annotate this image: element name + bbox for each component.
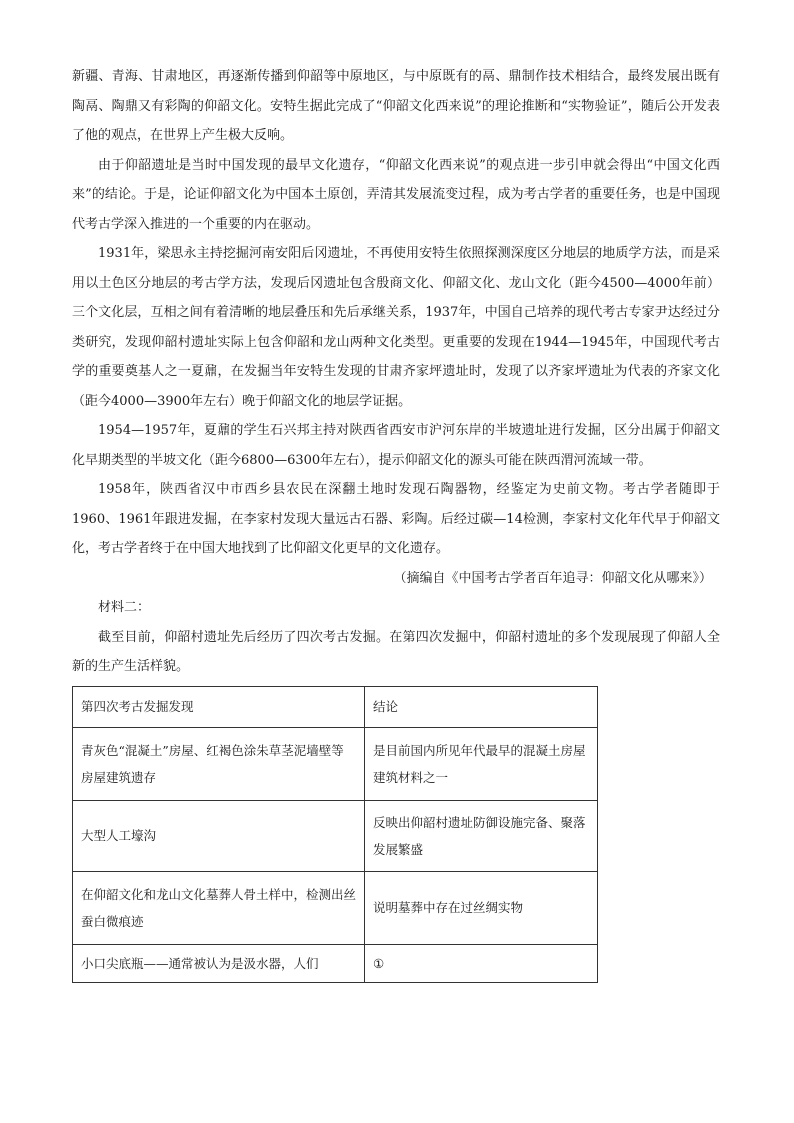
table-cell-finding: 大型人工壕沟 — [73, 800, 365, 871]
table-cell-finding: 小口尖底瓶——通常被认为是汲水器，人们 — [73, 944, 365, 982]
table-row — [73, 944, 598, 982]
table-cell-conclusion: 说明墓葬中存在过丝绸实物 — [365, 871, 598, 944]
findings-table — [72, 686, 598, 983]
table-cell-conclusion: ① — [365, 944, 598, 982]
source-citation: （摘编自《中国考古学者百年追寻：仰韶文化从哪来》） — [393, 570, 712, 586]
table-header-cell: 第四次考古发掘发现 — [73, 686, 365, 727]
table-row — [73, 871, 598, 944]
paragraph-1: 新疆、青海、甘肃地区，再逐渐传播到仰韶等中原地区，与中原既有的鬲、鼎制作技术相结合，最终发展出既有陶鬲、陶鼎又有彩陶的仰韶文化。安特生据此完成了“仰韶文化西来说”的理论推断和“实物验证”，随后公开发表了他的观点，在世界上产生极大反响。 — [72, 69, 720, 143]
paragraph-4: 1954—1957年，夏鼐的学生石兴邦主持对陕西省西安市沪河东岸的半坡遗址进行发掘，区分出属于仰韶文化早期类型的半坡文化（距今6800—6300年左右），提示仰韶文化的源头可能在陕西渭河流域一带。 — [72, 423, 720, 468]
table-cell-finding: 在仰韶文化和龙山文化墓葬人骨土样中，检测出丝蚕白微痕迹 — [73, 871, 365, 944]
material-label: 材料二： — [98, 600, 151, 615]
paragraph-6: 截至目前，仰韶村遗址先后经历了四次考古发掘。在第四次发掘中，仰韶村遗址的多个发现展现了仰韶人全新的生产生活样貌。 — [72, 629, 720, 674]
table-cell-finding: 青灰色“混凝土”房屋、红褐色涂朱草茎泥墙壁等房屋建筑遗存 — [73, 727, 365, 800]
paragraph-3: 1931年，梁思永主持挖掘河南安阳后冈遗址，不再使用安特生依照探测深度区分地层的地质学方法，而是采用以土色区分地层的考古学方法，发现后冈遗址包含殷商文化、仰韶文化、龙山文化（距今4500—4000年前）三个文化层，互相之间有着清晰的地层叠压和先后承继关系，1937年，中国自己培养的现代考古专家尹达经过分类研究，发现仰韶村遗址实际上包含仰韶和龙山两种文化类型。更重要的发现在1944—1945年，中国现代考古学的重要奠基人之一夏鼐，在发掘当年安特生发现的甘肃齐家坪遗址时，发现了以齐家坪遗址为代表的齐家文化（距今4000—3900年左右）晚于仰韶文化的地层学证据。 — [72, 246, 720, 409]
table-cell-conclusion: 反映出仰韶村遗址防御设施完备、聚落发展繁盛 — [365, 800, 598, 871]
paragraph-5: 1958年，陕西省汉中市西乡县农民在深翻土地时发现石陶器物，经鉴定为史前文物。考古学者随即于1960、1961年跟进发掘，在李家村发现大量远古石器、彩陶。后经过碳—14检测，李家村文化年代早于仰韶文化，考古学者终于在中国大地找到了比仰韶文化更早的文化遗存。 — [72, 482, 720, 556]
paragraph-2: 由于仰韶遗址是当时中国发现的最早文化遗存，“仰韶文化西来说”的观点进一步引申就会得出“中国文化西来”的结论。于是，论证仰韶文化为中国本土原创，弄清其发展流变过程，成为考古学者的重要任务，也是中国现代考古学深入推进的一个重要的内在驱动。 — [72, 157, 720, 232]
table-header-row — [73, 686, 598, 727]
table-header-cell: 结论 — [365, 686, 598, 727]
table-row — [73, 800, 598, 871]
table-cell-conclusion: 是目前国内所见年代最早的混凝土房屋建筑材料之一 — [365, 727, 598, 800]
table-row — [73, 727, 598, 800]
document-body — [72, 62, 720, 983]
